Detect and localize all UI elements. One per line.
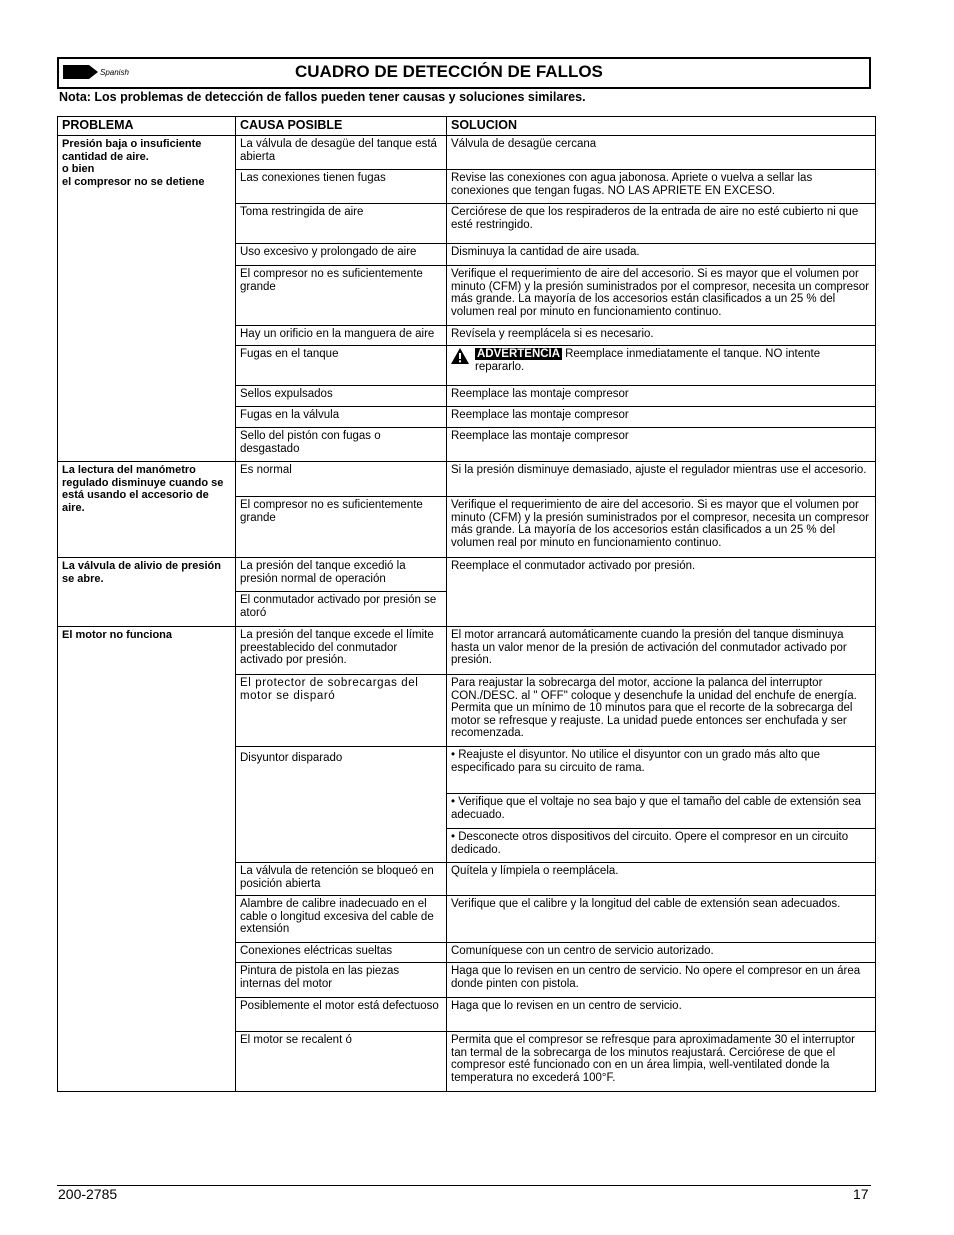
solution-cell: Si la presión disminuye demasiado, ajuste el regulador mientras use el accesorio. <box>447 462 876 497</box>
cause-cell: Es normal <box>236 462 447 497</box>
solution-cell: Comuníquese con un centro de servicio autorizado. <box>447 943 876 963</box>
page-number: 17 <box>853 1186 869 1202</box>
warning-label: ADVERTENCIA <box>477 348 561 360</box>
table-row <box>58 136 876 170</box>
problem-cell: Presión baja o insuficiente cantidad de aire. o bien el compresor no se detiene <box>58 136 236 462</box>
cause-cell: La presión del tanque excedió la presión normal de operación <box>236 558 447 592</box>
language-marker-icon <box>63 65 89 79</box>
document-number: 200-2785 <box>58 1186 118 1202</box>
language-label: Spanish <box>100 67 129 77</box>
footer-divider <box>57 1185 871 1186</box>
table-row <box>58 462 876 497</box>
solution-cell: • Reajuste el disyuntor. No utilice el disyuntor con un grado más alto que especificado para su circuito de rama. <box>447 747 876 794</box>
solution-cell: Reemplace las montaje compresor <box>447 428 876 462</box>
cause-cell: El compresor no es suficientemente grande <box>236 497 447 558</box>
table-row <box>58 558 876 592</box>
page-header <box>57 57 871 89</box>
cause-cell: Posiblemente el motor está defectuoso <box>236 998 447 1032</box>
cause-cell: Fugas en el tanque <box>236 346 447 386</box>
solution-cell: Revise las conexiones con agua jabonosa. Apriete o vuelva a sellar las conexiones que tengan fugas. NO LAS APRIETE EN EXCESO. <box>447 170 876 204</box>
cause-cell: El compresor no es suficientemente grande <box>236 266 447 326</box>
solution-cell: Haga que lo revisen en un centro de servicio. <box>447 998 876 1032</box>
cause-cell: La válvula de desagüe del tanque está abierta <box>236 136 447 170</box>
cause-cell: Pintura de pistola en las piezas internas del motor <box>236 963 447 998</box>
cause-cell: La válvula de retención se bloqueó en posición abierta <box>236 863 447 896</box>
header-problem: PROBLEMA <box>58 117 236 136</box>
solution-cell: Revísela y reemplácela si es necesario. <box>447 326 876 346</box>
solution-cell: Reemplace el conmutador activado por presión. <box>447 558 876 627</box>
cause-cell: Uso excesivo y prolongado de aire <box>236 244 447 266</box>
cause-cell: Las conexiones tienen fugas <box>236 170 447 204</box>
note-text: Nota: Los problemas de detección de fallos pueden tener causas y soluciones similares. <box>59 90 586 104</box>
troubleshooting-table <box>57 116 876 1092</box>
solution-cell: Verifique el requerimiento de aire del accesorio. Si es mayor que el volumen por minuto (CFM) y la presión suministrados por el compresor, necesita un compresor más grande. La mayoría de los accesorios están clasificados a un 25 % del volumen real por minuto en funcionamiento continuo. <box>447 266 876 326</box>
cause-cell: El motor se recalent ó <box>236 1032 447 1092</box>
table-header-row <box>58 117 876 136</box>
solution-cell: Reemplace las montaje compresor <box>447 386 876 407</box>
cause-cell: Disyuntor disparado <box>236 747 447 863</box>
solution-cell: Quítela y límpiela o reemplácela. <box>447 863 876 896</box>
solution-cell: • Verifique que el voltaje no sea bajo y que el tamaño del cable de extensión sea adecuado. <box>447 794 876 829</box>
solution-cell: ADVERTENCIA Reemplace inmediatamente el tanque. NO intente repararlo. <box>447 346 876 386</box>
cause-cell: El protector de sobrecargas del motor se disparó <box>236 675 447 747</box>
cause-cell: La presión del tanque excede el límite preestablecido del conmutador activado por presión. <box>236 627 447 675</box>
header-cause: CAUSA POSIBLE <box>236 117 447 136</box>
solution-cell: • Desconecte otros dispositivos del circuito. Opere el compresor en un circuito dedicado. <box>447 829 876 863</box>
solution-cell: Cerciórese de que los respiraderos de la entrada de aire no esté cubierto ni que esté restringido. <box>447 204 876 244</box>
solution-cell: Disminuya la cantidad de aire usada. <box>447 244 876 266</box>
table-row <box>58 627 876 675</box>
solution-cell: Reemplace las montaje compresor <box>447 407 876 428</box>
cause-cell: El conmutador activado por presión se atoró <box>236 592 447 627</box>
solution-cell: Verifique que el calibre y la longitud del cable de extensión sean adecuados. <box>447 896 876 943</box>
solution-cell: Haga que lo revisen en un centro de servicio. No opere el compresor en un área donde pinten con pistola. <box>447 963 876 998</box>
solution-cell: Permita que el compresor se refresque para aproximadamente 30 el interruptor tan termal de la sobrecarga de los minutos reajustará. Cerciórese de que el compresor esté funcionado con en un área limpia, well-ventilated donde la temperatura no excederá 100°F. <box>447 1032 876 1092</box>
solution-cell: Para reajustar la sobrecarga del motor, accione la palanca del interruptor CON./DESC. al " OFF" coloque y desenchufe la unidad del enchufe de energía. Permita que un mínimo de 10 minutos para que el recorte de la sobrecarga del motor se refresque y reajuste. La unidad puede entonces ser enchufada y ser recomenzada. <box>447 675 876 747</box>
cause-cell: Hay un orificio en la manguera de aire <box>236 326 447 346</box>
problem-cell: El motor no funciona <box>58 627 236 1092</box>
warning-icon <box>451 348 469 364</box>
problem-cell: La lectura del manómetro regulado disminuye cuando se está usando el accesorio de aire. <box>58 462 236 558</box>
solution-cell: Verifique el requerimiento de aire del accesorio. Si es mayor que el volumen por minuto (CFM) y la presión suministrados por el compresor, necesita un compresor más grande. La mayoría de los accesorios están clasificados a un 25 % del volumen real por minuto en funcionamiento continuo. <box>447 497 876 558</box>
cause-cell: Sellos expulsados <box>236 386 447 407</box>
problem-cell: La válvula de alivio de presión se abre. <box>58 558 236 627</box>
solution-cell: El motor arrancará automáticamente cuando la presión del tanque disminuya hasta un valor menor de la presión de activación del conmutador activado por presión. <box>447 627 876 675</box>
cause-cell: Fugas en la válvula <box>236 407 447 428</box>
page-title: CUADRO DE DETECCIÓN DE FALLOS <box>295 62 603 81</box>
header-solution: SOLUCION <box>447 117 876 136</box>
cause-cell: Toma restringida de aire <box>236 204 447 244</box>
cause-cell: Conexiones eléctricas sueltas <box>236 943 447 963</box>
cause-cell: Alambre de calibre inadecuado en el cable o longitud excesiva del cable de extensión <box>236 896 447 943</box>
cause-cell: Sello del pistón con fugas o desgastado <box>236 428 447 462</box>
solution-cell: Válvula de desagüe cercana <box>447 136 876 170</box>
language-tab <box>63 65 129 79</box>
